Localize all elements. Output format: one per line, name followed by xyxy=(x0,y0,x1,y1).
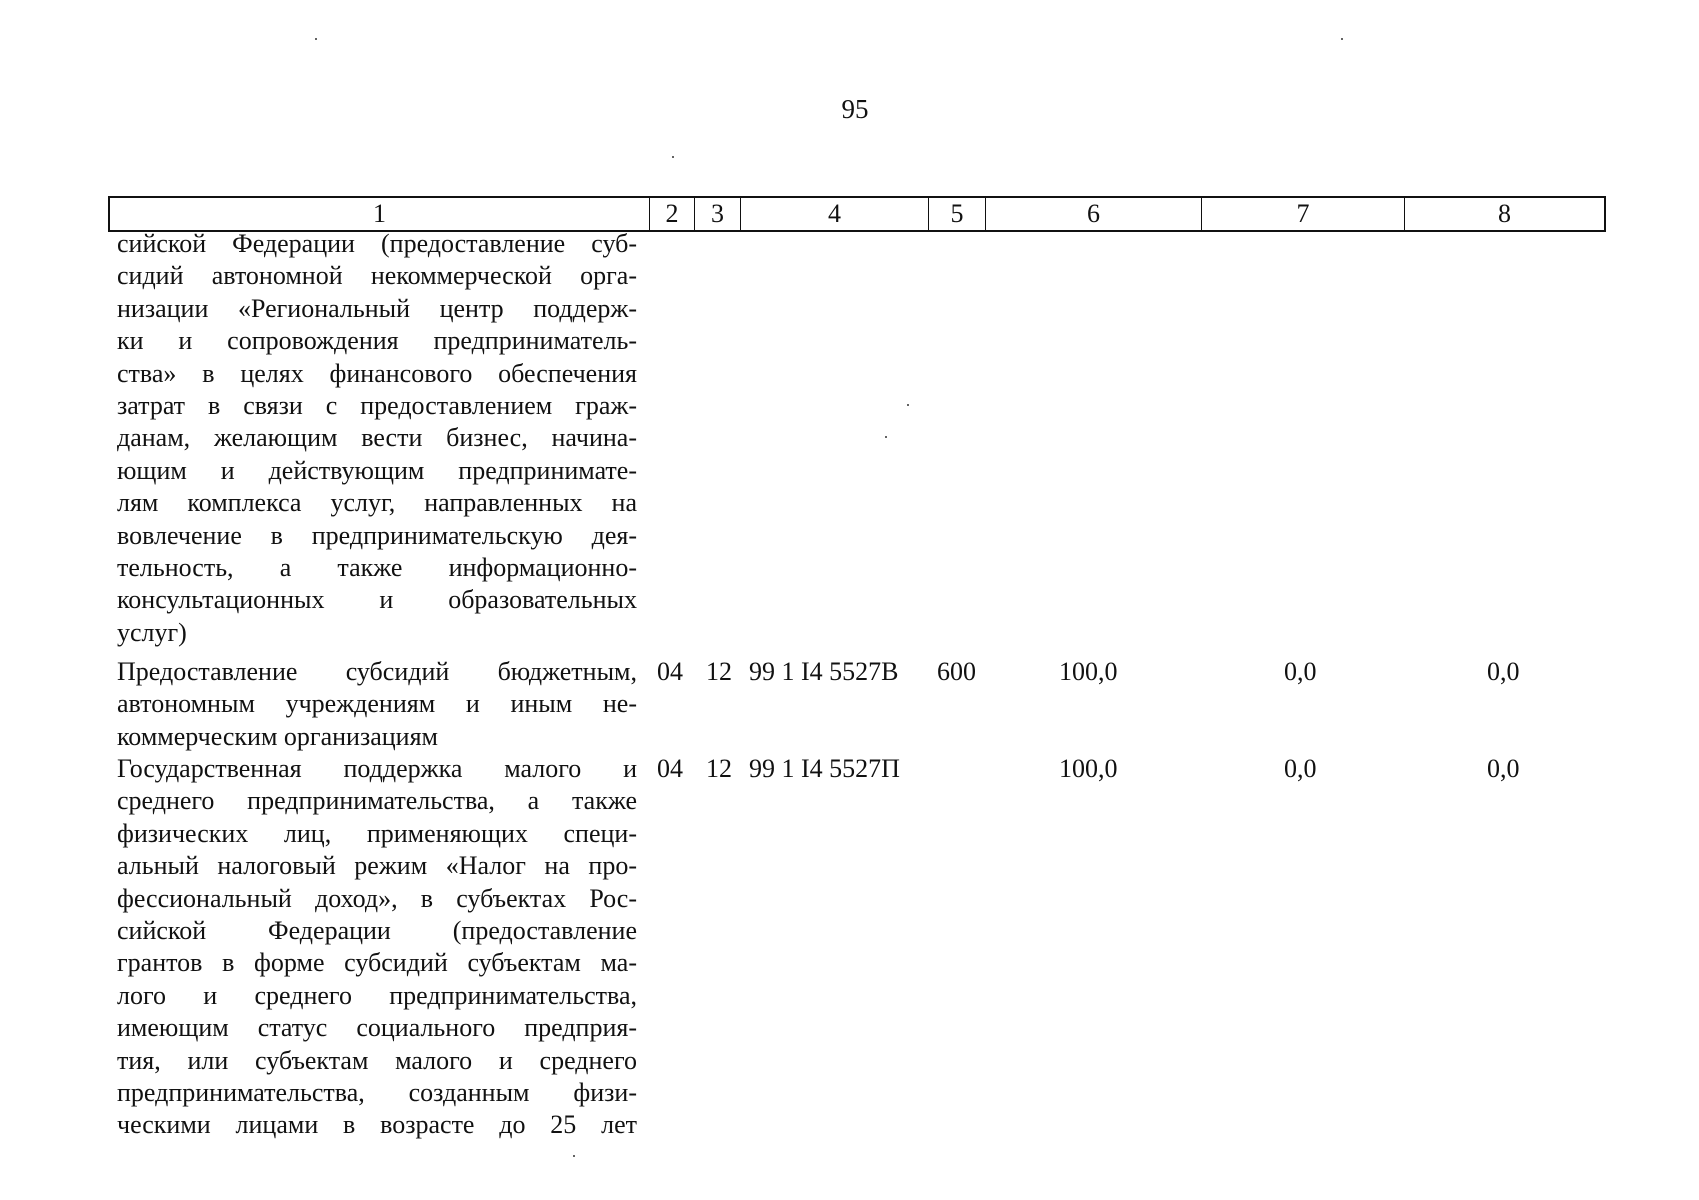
header-col-7: 7 xyxy=(1202,198,1405,230)
description-line: ющим и действующим предпринимате- xyxy=(117,455,637,485)
scan-speck xyxy=(672,156,674,158)
description-line: затрат в связи с предоставлением граж- xyxy=(117,391,637,421)
cell-amount-7: 0,0 xyxy=(1284,657,1317,686)
header-col-6: 6 xyxy=(986,198,1202,230)
row-description xyxy=(117,656,637,753)
description-line: имеющим статус социального предприя- xyxy=(117,1013,637,1043)
cell-subsection: 12 xyxy=(706,754,732,783)
description-line: коммерческим организациям xyxy=(117,721,439,751)
description-line: вовлечение в предпринимательскую дея- xyxy=(117,520,637,550)
cell-subsection: 12 xyxy=(706,657,732,686)
header-col-1: 1 xyxy=(110,198,650,230)
scan-speck xyxy=(885,436,887,438)
header-col-8: 8 xyxy=(1498,199,1511,228)
description-line: среднего предпринимательства, а также xyxy=(117,786,637,816)
description-line: грантов в форме субсидий субъектам ма- xyxy=(117,948,637,978)
scan-speck xyxy=(1341,38,1343,40)
description-line: автономным учреждениям и иным не- xyxy=(117,689,637,719)
cell-target-article: 99 1 I4 5527В xyxy=(749,657,899,686)
cell-amount-6: 100,0 xyxy=(1059,657,1118,686)
page-number: 95 xyxy=(841,94,869,124)
scan-speck xyxy=(573,1155,575,1157)
header-col-4: 4 xyxy=(741,198,929,230)
description-line: консультационных и образовательных xyxy=(117,585,637,615)
description-line: физических лиц, применяющих специ- xyxy=(117,818,637,848)
description-line: фессиональный доход», в субъектах Рос- xyxy=(117,883,637,913)
row-description xyxy=(117,228,637,649)
description-line: предпринимательства, созданным физи- xyxy=(117,1078,637,1108)
row-description xyxy=(117,753,637,1142)
cell-target-article: 99 1 I4 5527П xyxy=(749,754,900,783)
cell-section: 04 xyxy=(657,657,683,686)
table-header xyxy=(108,196,1606,232)
description-line: сийской Федерации (предоставление xyxy=(117,916,637,946)
scan-speck xyxy=(907,404,909,406)
header-col-3: 3 xyxy=(695,198,741,230)
description-line: сийской Федерации (предоставление суб- xyxy=(117,229,637,258)
header-col-2: 2 xyxy=(650,198,695,230)
cell-amount-8: 0,0 xyxy=(1487,657,1520,686)
description-line: ческими лицами в возрасте до 25 лет xyxy=(117,1110,637,1140)
description-line: тельность, а также информационно- xyxy=(117,553,637,583)
cell-section: 04 xyxy=(657,754,683,783)
description-line: данам, желающим вести бизнес, начина- xyxy=(117,423,637,453)
description-line: лям комплекса услуг, направленных на xyxy=(117,488,637,518)
description-line: ки и сопровождения предприниматель- xyxy=(117,326,637,356)
scan-speck xyxy=(315,38,317,40)
cell-expense-type: 600 xyxy=(937,657,976,686)
description-line: низации «Региональный центр поддерж- xyxy=(117,293,637,323)
cell-amount-7: 0,0 xyxy=(1284,754,1317,783)
header-col-5: 5 xyxy=(929,198,986,230)
description-line: тия, или субъектам малого и среднего xyxy=(117,1045,637,1075)
description-line: лого и среднего предпринимательства, xyxy=(117,980,637,1010)
description-line: Предоставление субсидий бюджетным, xyxy=(117,657,637,686)
description-line: ства» в целях финансового обеспечения xyxy=(117,358,637,388)
description-line: альный налоговый режим «Налог на про- xyxy=(117,851,637,881)
description-line: Государственная поддержка малого и xyxy=(117,754,637,783)
cell-amount-8: 0,0 xyxy=(1487,754,1520,783)
description-line: услуг) xyxy=(117,617,187,647)
description-line: сидий автономной некоммерческой орга- xyxy=(117,261,637,291)
cell-amount-6: 100,0 xyxy=(1059,754,1118,783)
